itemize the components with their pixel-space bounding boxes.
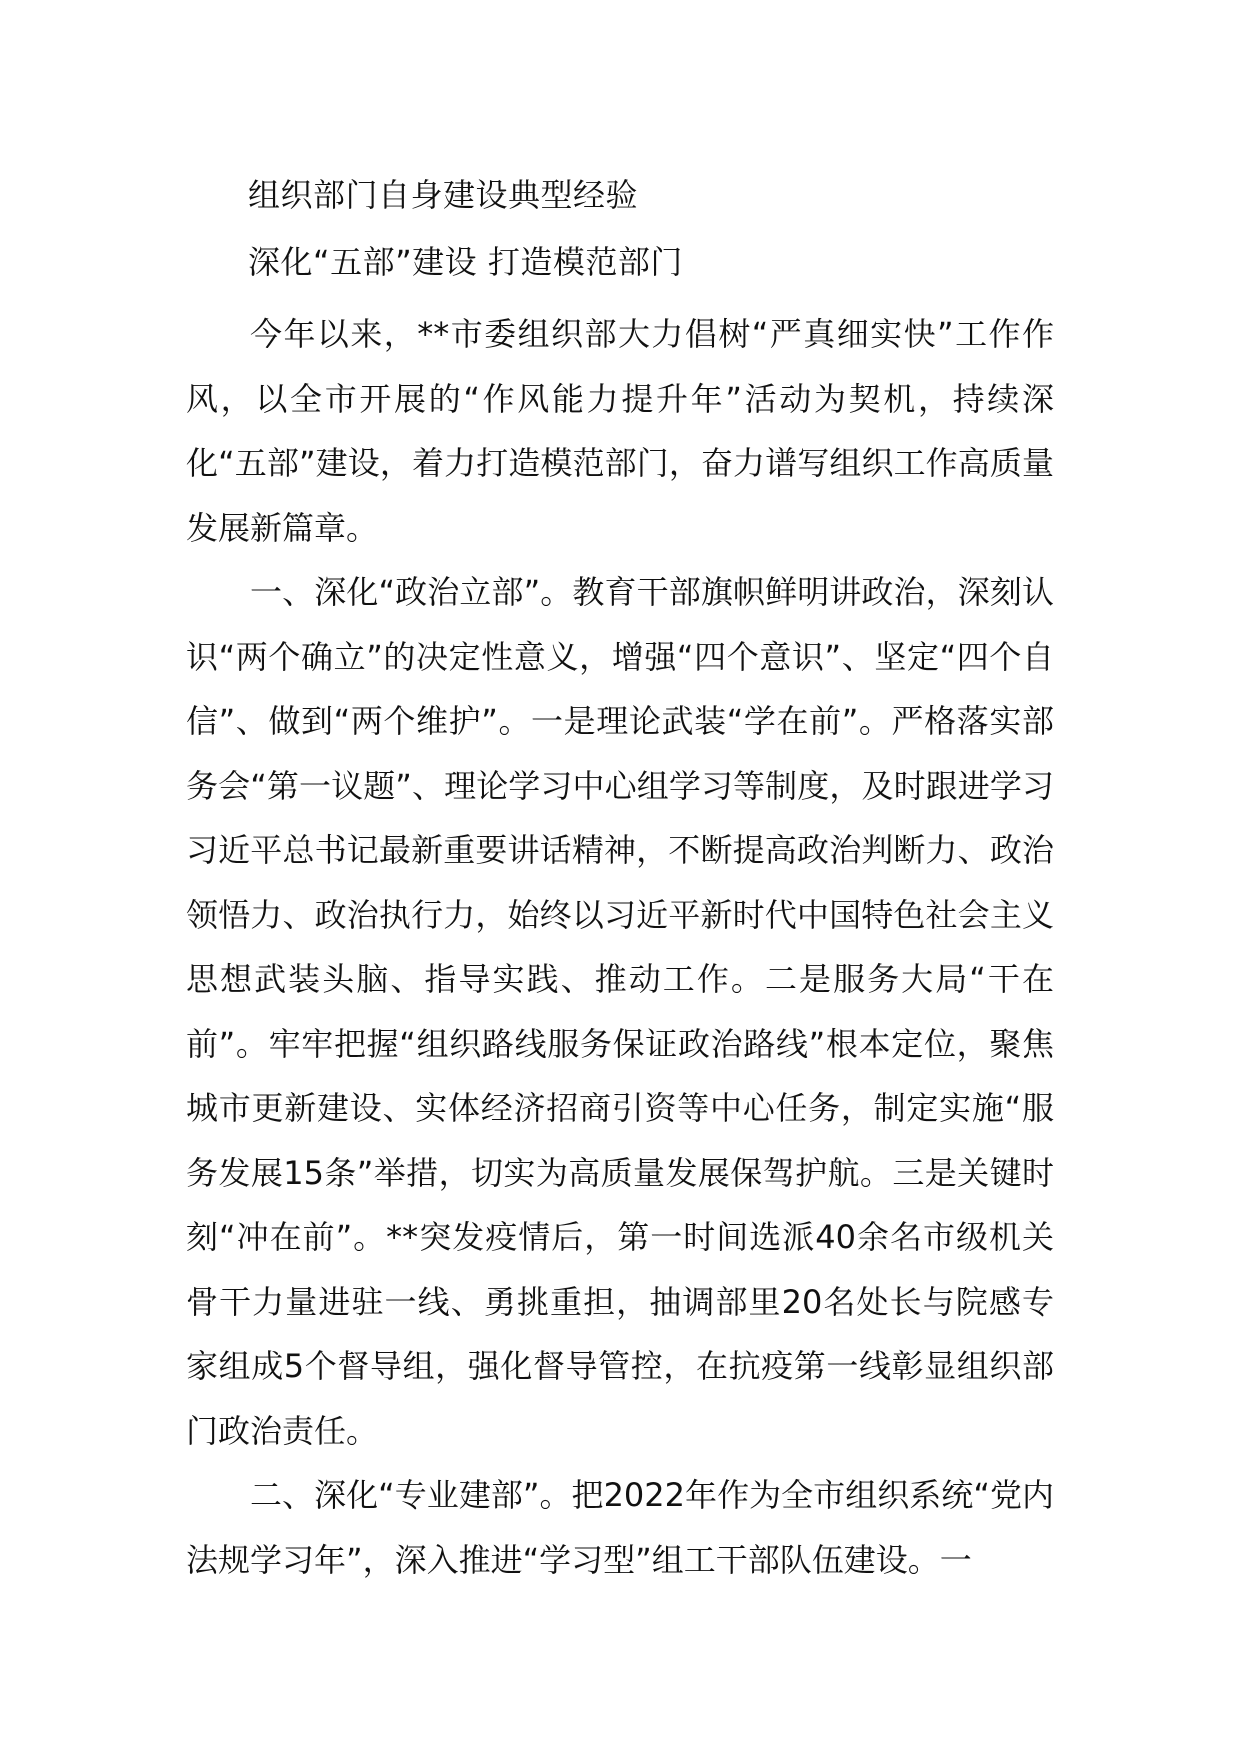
paragraph-section-2: 二、深化“专业建部”。把2022年作为全市组织系统“党内法规学习年”，深入推进“学习型”组工干部队伍建设。一 bbox=[186, 1476, 1054, 1579]
paragraph-section-1: 一、深化“政治立部”。教育干部旗帜鲜明讲政治，深刻认识“两个确立”的决定性意义，增强“四个意识”、坚定“四个自信”、做到“两个维护”。一是理论武装“学在前”。严格落实部务会“第一议题”、理论学习中心组学习等制度，及时跟进学习习近平总书记最新重要讲话精神，不断提高政治判断力、政治领悟力、政治执行力，始终以习近平新时代中国特色社会主义思想武装头脑、指导实践、推动工作。二是服务大局“干在前”。牢牢把握“组织路线服务保证政治路线”根本定位，聚焦城市更新建设、实体经济招商引资等中心任务，制定实施“服务发展15条”举措，切实为高质量发展保驾护航。三是关键时刻“冲在前”。**突发疫情后，第一时间选派40余名市级机关骨干力量进驻一线、勇挑重担，抽调部里20名处长与院感专家组成5个督导组，强化督导管控，在抗疫第一线彰显组织部门政治责任。 bbox=[186, 573, 1054, 1450]
document-subtitle: 深化“五部”建设 打造模范部门 bbox=[248, 243, 683, 281]
document-body bbox=[186, 302, 1054, 1592]
paragraph-intro: 今年以来，**市委组织部大力倡树“严真细实快”工作作风，以全市开展的“作风能力提升年”活动为契机，持续深化“五部”建设，着力打造模范部门，奋力谱写组织工作高质量发展新篇章。 bbox=[186, 315, 1054, 547]
document-title: 组织部门自身建设典型经验 bbox=[248, 176, 639, 214]
